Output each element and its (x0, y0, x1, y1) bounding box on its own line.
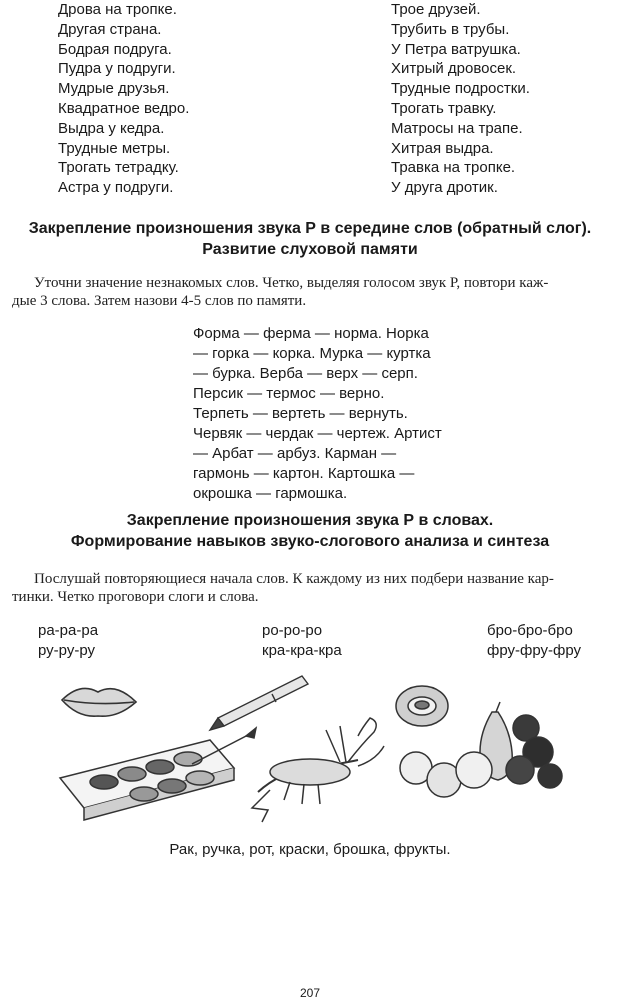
instruction-line: Послушай повторяющиеся начала слов. К каждому из них подбери название кар- (34, 571, 554, 587)
chain-line: — бурка. Верба — верх — серп. (193, 365, 418, 382)
chain-line: гармонь — картон. Картошка — (193, 465, 415, 482)
section1-heading (0, 218, 620, 260)
chain-line: Терпеть — вертеть — вернуть. (193, 405, 408, 422)
syllable-line: фру-фру-фру (487, 642, 582, 659)
list-line: Бодрая подруга. (58, 40, 172, 58)
chain-line: Червяк — чердак — чертеж. Артист (193, 425, 442, 442)
list-line: Мудрые друзья. (58, 80, 170, 98)
instruction-line: Уточни значение незнакомых слов. Четко, выделяя голосом звук Р, повтори каж- (34, 275, 549, 291)
section1-instruction (12, 274, 612, 310)
syllable-group (487, 621, 581, 661)
list-line: У друга дротик. (391, 179, 498, 197)
instruction-line: тинки. Четко проговори слоги и слова. (12, 589, 259, 605)
chain-line: Форма — ферма — норма. Норка (193, 325, 429, 342)
section1-title-line2: Развитие слуховой памяти (202, 241, 418, 258)
list-line: Астра у подруги. (58, 179, 174, 197)
list-line: Квадратное ведро. (58, 99, 190, 117)
section2-instruction (12, 570, 612, 606)
list-line: Трубить в трубы. (391, 20, 510, 38)
list-line: Другая страна. (58, 20, 162, 38)
list-line: Трогать тетрадку. (58, 159, 179, 177)
list-line: Матросы на трапе. (391, 119, 523, 137)
section2-title-line2: Формирование навыков звуко-слогового анализа и синтеза (70, 533, 550, 550)
section2-heading (0, 510, 620, 552)
list-line: Выдра у кедра. (58, 119, 165, 137)
syllable-line: ру-ру-ру (38, 642, 96, 659)
chain-line: окрошка — гармошка. (193, 485, 348, 502)
list-line: Пудра у подруги. (58, 60, 176, 78)
top-list-left (58, 0, 189, 198)
list-line: Хитрый дровосек. (391, 60, 517, 78)
section2-title-line1: Закрепление произношения звука Р в словах. (126, 512, 494, 529)
illustration-caption: Рак, ручка, рот, краски, брошка, фрукты. (169, 841, 451, 858)
lips-icon (62, 688, 136, 716)
list-line: Трудные подростки. (391, 80, 530, 98)
list-line: Дрова на тропке. (58, 1, 177, 18)
chain-line: — Арбат — арбуз. Карман — (193, 445, 397, 462)
brooch-icon (396, 686, 448, 726)
list-line: Трогать травку. (391, 99, 497, 117)
word-chain (193, 324, 442, 504)
instruction-line: дые 3 слова. Затем назови 4-5 слов по памяти. (12, 293, 307, 309)
section1-title-line1: Закрепление произношения звука Р в середине слов (обратный слог). (28, 220, 592, 237)
syllable-group (38, 621, 98, 661)
chain-line: Персик — термос — верно. (193, 385, 385, 402)
syllable-line: ро-ро-ро (262, 622, 323, 639)
list-line: Трое друзей. (391, 1, 481, 18)
pen-icon (210, 676, 308, 730)
page-number: 207 (299, 986, 321, 1000)
paint-palette-icon (60, 728, 256, 820)
list-line: Травка на тропке. (391, 159, 516, 177)
chain-line: — горка — корка. Мурка — куртка (193, 345, 431, 362)
illustration (40, 672, 600, 832)
list-line: Хитрая выдра. (391, 139, 494, 157)
syllable-line: кра-кра-кра (262, 642, 342, 659)
list-line: Трудные метры. (58, 139, 171, 157)
syllable-line: бро-бро-бро (487, 622, 573, 639)
list-line: У Петра ватрушка. (391, 40, 521, 58)
top-list-right (391, 0, 530, 198)
syllable-line: ра-ра-ра (38, 622, 99, 639)
crayfish-icon (252, 718, 384, 822)
syllable-group (262, 621, 342, 661)
